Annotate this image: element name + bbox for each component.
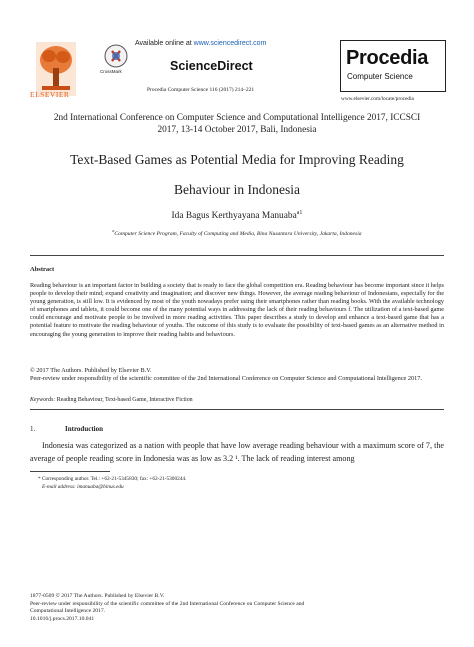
crossmark-label: CrossMark [100,69,122,74]
peer-review-line-1: Peer-review under responsibility of the scientific committee of the 2nd International Conference on Computer Science and [30,600,305,607]
abstract-bottom-rule [30,409,444,410]
crossmark-icon[interactable] [104,44,128,68]
journal-title: Procedia [346,47,429,69]
abstract-top-rule [30,255,444,256]
keywords-label: Keywords: [30,397,56,403]
journal-url-link[interactable]: www.elsevier.com/locate/procedia [341,96,414,102]
affiliation-superscript: a [112,228,115,233]
sciencedirect-link[interactable]: www.sciencedirect.com [193,40,267,47]
conference-line-2: 2017, 13-14 October 2017, Bali, Indonesia [157,125,317,135]
elsevier-tree-logo [36,42,76,96]
abstract-heading: Abstract [30,266,55,273]
keywords-text: Reading Behaviour, Text-based Game, Interactive Fiction [55,397,193,403]
bottom-publication-info [30,593,444,623]
section-number: 1. [30,425,36,433]
affiliation-line [30,228,444,237]
journal-subtitle: Computer Science [347,72,413,81]
paper-title-line-2: Behaviour in Indonesia [174,182,300,197]
available-prefix: Available online at [135,40,194,47]
section-title: Introduction [65,425,103,433]
sciencedirect-title: ScienceDirect [170,59,253,73]
doi-line[interactable]: 10.1016/j.procs.2017.10.041 [30,615,95,622]
journal-citation: Procedia Computer Science 116 (2017) 214–221 [147,87,255,93]
conference-line-1: 2nd International Conference on Computer Science and Computational Intelligence 2017, ICCSCI [53,113,421,123]
peer-review-line-2: Computational Intelligence 2017. [30,608,106,615]
paper-title-line-1: Text-Based Games as Potential Media for Improving Reading [70,152,404,167]
issn-line: 1877-0509 © 2017 The Authors. Published by Elsevier B.V. [30,593,165,599]
footnote-corresponding-author: * Corresponding author. Tel.: +62-21-5345830; fax: +62-21-5300244. [38,476,187,482]
author-name: Ida Bagus Kerthyayana Manuaba [171,211,297,222]
copyright-line-1: © 2017 The Authors. Published by Elsevier B.V. [30,367,152,374]
affiliation-text: Computer Science Program, Faculty of Computing and Media, Bina Nusantara University, Jakarta, Indonesia [114,230,362,237]
abstract-copyright [30,367,444,383]
copyright-line-2: Peer-review under responsibility of the scientific committee of the 2nd International Conference on Computer Science and Computational Intelligence 2017. [30,375,422,383]
abstract-body: Reading behaviour is an important factor in building a society that is ready to face the global competition era. Reading behaviour has become important since it helps people to develop their mind; expand creativity and imagination; and discover new things. However, the average reading behaviour of Indonesians, especially for the young generation, is still low. It is evidenced by most of the youth nowadays prefer using their smartphones rather than reading books. With the available technology of smartphones and tablets, it could become one of the many potential ways in addressing the lack of their reading behaviours f. The utilization of a text-based game could encourage and motivate people to be involved in more reading activities. This paper describes a study to develop and enhance a text-based game that has a potential feature to motivate the reading behaviour of youths. The outcome of this study is to evaluate the possibility of text-based games as an alternative method in encouraging the young generation to improve their reading habits and behaviours. [30,282,444,338]
footnote-email: E-mail address: imanuaba@binus.edu [42,484,124,490]
author-superscript: a1 [296,210,303,216]
author-line [30,210,444,221]
publisher-name: ELSEVIER [30,90,70,99]
introduction-body: Indonesia was categorized as a nation with people that have low average reading behaviour with a maximum score of 7, the average of people reading score in Indonesia was as low as 3.2 ¹. The lack of reading interest among [30,441,444,463]
conference-info [30,112,444,136]
footnote-rule [30,471,110,472]
paper-title [30,145,444,205]
keywords-line [30,397,444,403]
available-online-line [135,40,266,47]
